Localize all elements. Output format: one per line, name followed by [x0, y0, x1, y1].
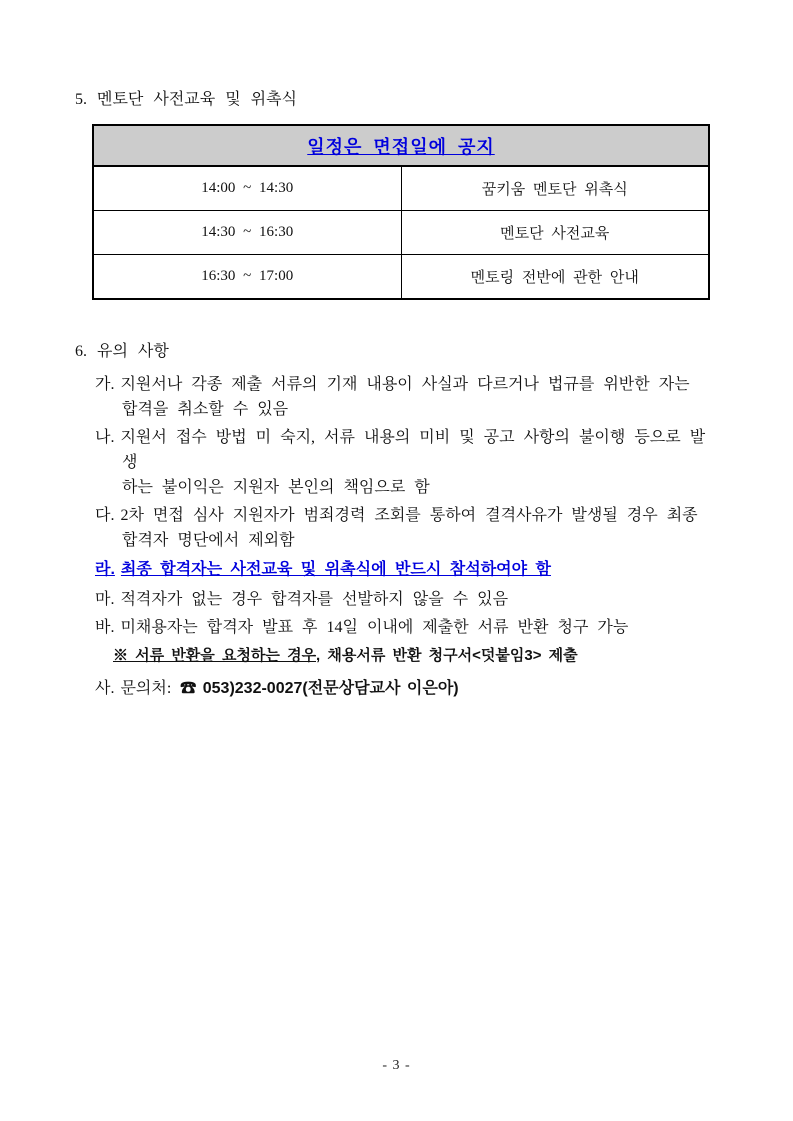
list-item-ga [95, 372, 720, 422]
contact-prefix: 문의처: [120, 680, 181, 697]
document-return-note [113, 643, 720, 668]
contact-phone-number: 053)232-0027(전문상담교사 이은아) [196, 680, 459, 697]
section5-heading: 5. 멘토단 사전교육 및 위촉식 [75, 91, 298, 108]
list-item-sa-contact [95, 676, 720, 701]
item-label: 나. [95, 429, 115, 446]
table-row [93, 211, 709, 255]
item-label: 다. [95, 507, 115, 524]
item-text: 적격자가 없는 경우 합격자를 선발하지 않을 수 있음 [120, 591, 509, 608]
item-text: 지원서나 각종 제출 서류의 기재 내용이 사실과 다르거나 법규를 위반한 자는 [120, 376, 690, 393]
item-label: 바. [95, 619, 115, 636]
schedule-header-row [93, 125, 709, 166]
table-row [93, 255, 709, 300]
table-row [93, 166, 709, 211]
item-label: 사. [95, 680, 115, 697]
notes-list [95, 372, 720, 701]
schedule-table [92, 124, 710, 300]
page-number: - 3 - [382, 1058, 411, 1073]
item-label: 마. [95, 591, 115, 608]
list-item-ra-highlighted [95, 557, 720, 582]
list-item-na [95, 425, 720, 500]
schedule-time-cell: 14:00 ~ 14:30 [93, 166, 401, 211]
phone-icon: ☎ [180, 680, 197, 697]
page-content [75, 90, 720, 704]
schedule-table-header: 일정은 면접일에 공지 [93, 125, 709, 166]
item-label: 가. [95, 376, 115, 393]
schedule-event-cell: 멘토링 전반에 관한 안내 [401, 255, 709, 300]
item-text-continued: 하는 불이익은 지원자 본인의 책임으로 함 [122, 479, 430, 496]
list-item-ma [95, 587, 720, 612]
item-text: 최종 합격자는 사전교육 및 위촉식에 반드시 참석하여야 함 [120, 561, 551, 578]
return-note-rest: 채용서류 반환 청구서<덧붙임3> 제출 [320, 647, 578, 664]
schedule-event-cell: 멘토단 사전교육 [401, 211, 709, 255]
item-text-continued: 합격을 취소할 수 있음 [122, 401, 289, 418]
item-text: 미채용자는 합격자 발표 후 14일 이내에 제출한 서류 반환 청구 가능 [120, 619, 629, 636]
section6 [75, 342, 720, 701]
section6-heading: 6. 유의 사항 [75, 343, 169, 360]
item-text-continued: 합격자 명단에서 제외함 [122, 532, 295, 549]
item-text: 2차 면접 심사 지원자가 범죄경력 조회를 통하여 결격사유가 발생될 경우 최종 [120, 507, 698, 524]
item-label: 라. [95, 561, 115, 578]
list-item-da [95, 503, 720, 553]
schedule-time-cell: 14:30 ~ 16:30 [93, 211, 401, 255]
schedule-time-cell: 16:30 ~ 17:00 [93, 255, 401, 300]
list-item-ba [95, 615, 720, 640]
item-text: 지원서 접수 방법 미 숙지, 서류 내용의 미비 및 공고 사항의 불이행 등으로 발생 [120, 429, 706, 471]
return-note-underlined: ※ 서류 반환을 요청하는 경우, [113, 647, 321, 664]
schedule-event-cell: 꿈키움 멘토단 위촉식 [401, 166, 709, 211]
